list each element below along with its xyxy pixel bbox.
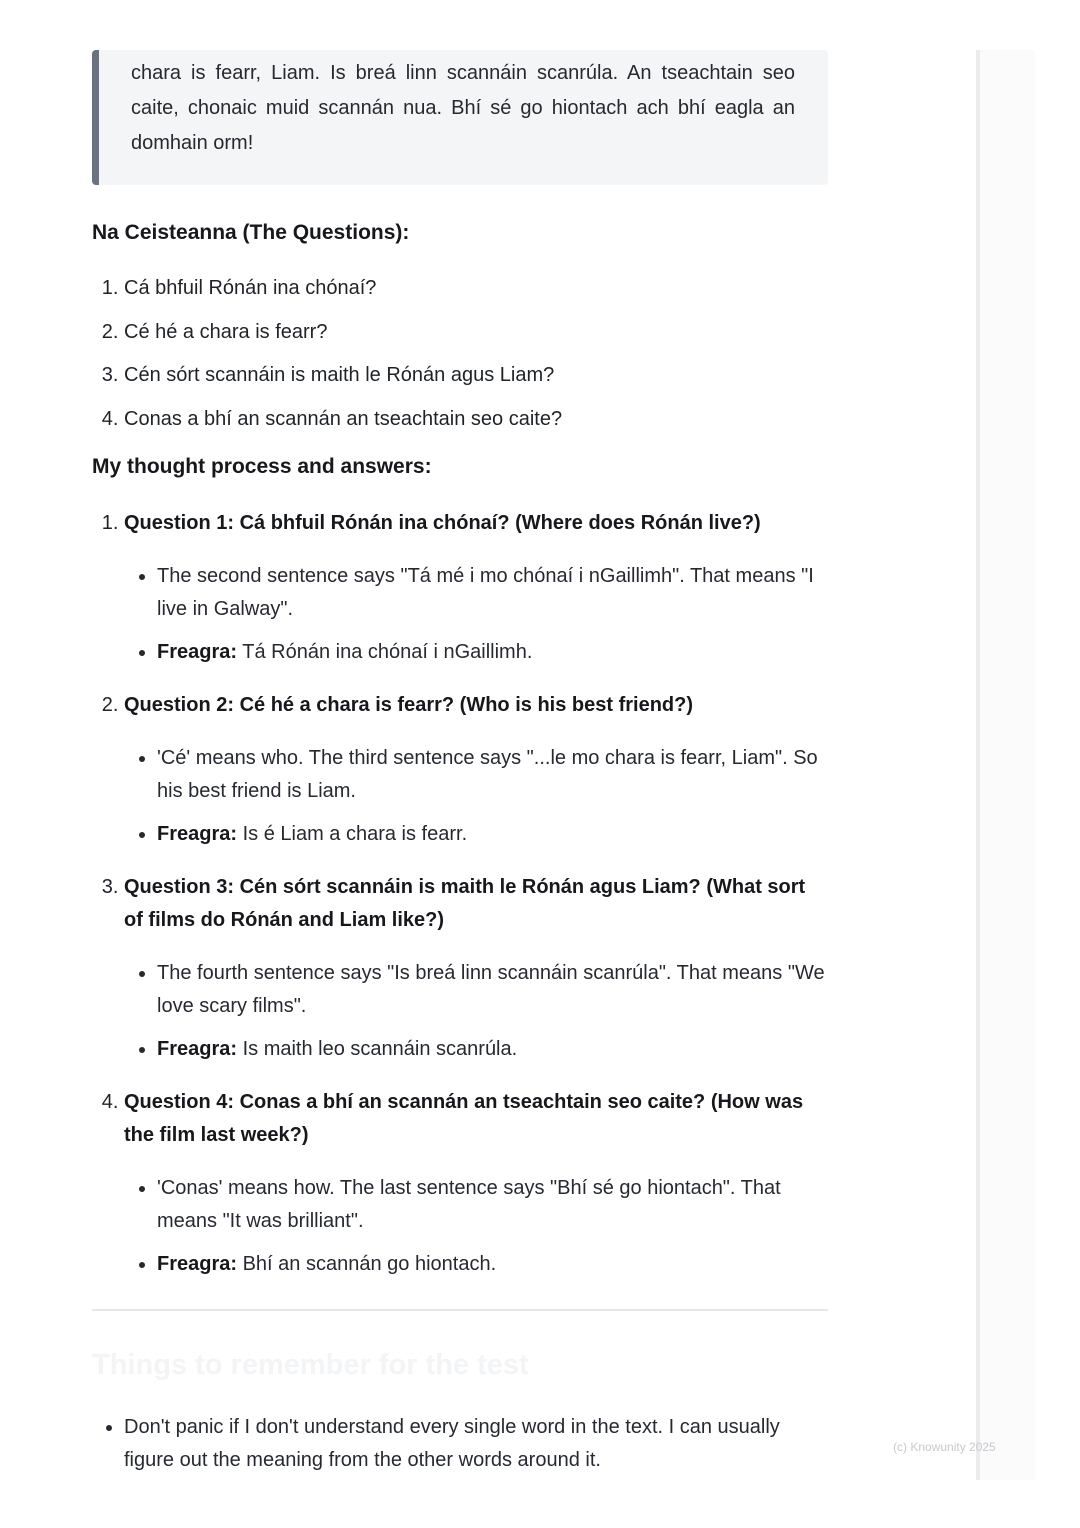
- questions-title: Na Ceisteanna (The Questions):: [92, 221, 410, 244]
- answer-question-heading: 2. Question 2: Cé hé a chara is fearr? (Who is his best friend?): [124, 693, 694, 716]
- freagra-text: Tá Rónán ina chónaí i nGaillimh.: [242, 640, 533, 663]
- freagra-label: Freagra:: [157, 1037, 238, 1060]
- question-item: 4. Conas a bhí an scannán an tseachtain seo caite?: [124, 404, 828, 434]
- reading-passage-quote: [92, 50, 828, 185]
- document-body: [92, 50, 828, 1477]
- freagra-label: Freagra:: [157, 822, 238, 845]
- side-scroll-rail: [976, 50, 1035, 1480]
- answers-title: My thought process and answers:: [92, 454, 432, 478]
- answer-reasoning: • 'Cé' means who. The third sentence says "...le mo chara is fearr, Liam". So his best friend is Liam.: [157, 742, 828, 808]
- answer-question-heading: 1. Question 1: Cá bhfuil Rónán ina chónaí? (Where does Rónán live?): [124, 511, 761, 534]
- question-item: 1. Cá bhfuil Rónán ina chónaí?: [124, 273, 828, 303]
- answer-question-heading: 3. Question 3: Cén sórt scannáin is maith le Rónán agus Liam? (What sort of films do Rónán and Liam like?): [124, 875, 806, 931]
- remember-item: • Don't panic if I don't understand every single word in the text. I can usually figure out the meaning from the other words around it.: [124, 1411, 828, 1477]
- remember-heading: Things to remember for the test: [92, 1348, 529, 1381]
- answer-item: [124, 1086, 828, 1281]
- answers-list: [92, 507, 828, 1281]
- freagra-text: Is é Liam a chara is fearr.: [242, 822, 468, 845]
- answer-item: [124, 507, 828, 669]
- watermark: (c) Knowunity 2025: [893, 1440, 996, 1454]
- answer-details: [124, 957, 828, 1066]
- answer-freagra: [157, 1248, 828, 1281]
- answer-reasoning: • The second sentence says "Tá mé i mo chónaí i nGaillimh". That means "I live in Galway".: [157, 560, 828, 626]
- freagra-label: Freagra:: [157, 640, 238, 663]
- answer-item: [124, 689, 828, 851]
- freagra-text: Bhí an scannán go hiontach.: [242, 1252, 497, 1275]
- freagra-text: Is maith leo scannáin scanrúla.: [242, 1037, 518, 1060]
- answer-details: [124, 560, 828, 669]
- answer-freagra: [157, 818, 828, 851]
- answer-freagra: [157, 636, 828, 669]
- answer-reasoning: • 'Conas' means how. The last sentence says "Bhí sé go hiontach". That means "It was brilliant".: [157, 1172, 828, 1238]
- answer-freagra: [157, 1033, 828, 1066]
- answer-item: [124, 871, 828, 1066]
- question-item: 3. Cén sórt scannáin is maith le Rónán agus Liam?: [124, 360, 828, 390]
- remember-list: [92, 1411, 828, 1477]
- question-item: 2. Cé hé a chara is fearr?: [124, 317, 828, 347]
- answer-reasoning: • The fourth sentence says "Is breá linn scannáin scanrúla". That means "We love scary films".: [157, 957, 828, 1023]
- freagra-label: Freagra:: [157, 1252, 238, 1275]
- answer-details: [124, 1172, 828, 1281]
- answer-question-heading: 4. Question 4: Conas a bhí an scannán an tseachtain seo caite? (How was the film last week?): [124, 1090, 804, 1146]
- questions-list: [92, 273, 828, 434]
- answer-details: [124, 742, 828, 851]
- section-divider: [92, 1309, 828, 1311]
- reading-passage-text: chara is fearr, Liam. Is breá linn scannáin scanrúla. An tseachtain seo caite, chonaic muid scannán nua. Bhí sé go hiontach ach bhí eagla an domhain orm!: [131, 62, 795, 154]
